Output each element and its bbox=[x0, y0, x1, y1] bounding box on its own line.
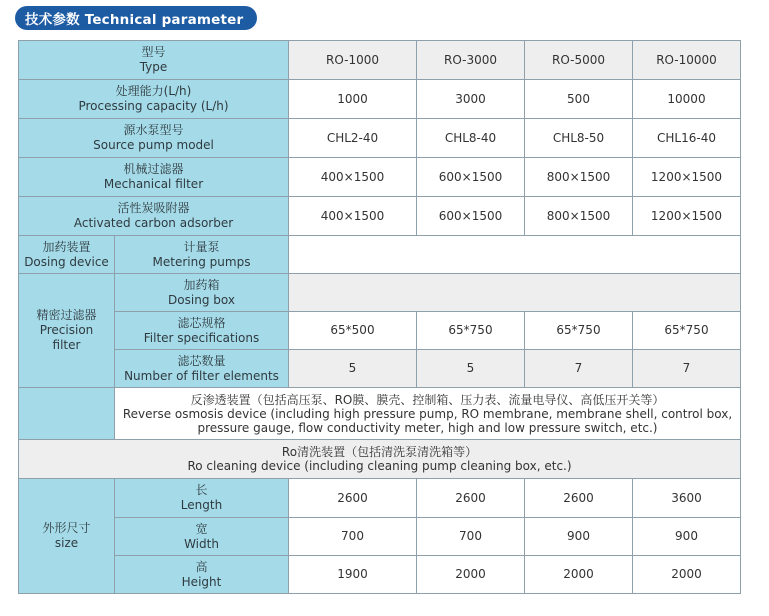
value-cell: 400×1500 bbox=[289, 158, 417, 197]
length-label: 长 Length bbox=[115, 479, 289, 518]
value-cell: 800×1500 bbox=[525, 158, 633, 197]
value-cell: 2600 bbox=[525, 479, 633, 518]
value-cell: 2000 bbox=[525, 556, 633, 594]
table-row bbox=[19, 388, 741, 440]
value-cell: 2600 bbox=[417, 479, 525, 518]
filter-spec-label: 滤芯规格 Filter specifications bbox=[115, 312, 289, 350]
mechanical-filter-label: 机械过滤器 Mechanical filter bbox=[19, 158, 289, 197]
size-label: 外形尺寸 size bbox=[19, 479, 115, 594]
value-cell: 2000 bbox=[633, 556, 741, 594]
ro-device-description: 反渗透装置（包括高压泵、RO膜、膜壳、控制箱、压力表、流量电导仪、高低压开关等） Reverse osmosis device (including high pressure pump, RO membrane, membrane shell, control box, pressure gauge, flow conductivity meter, high and low pressure switch, etc.) bbox=[115, 388, 741, 440]
value-cell: CHL8-40 bbox=[417, 119, 525, 158]
table-row bbox=[19, 440, 741, 479]
height-label: 高 Height bbox=[115, 556, 289, 594]
value-cell: CHL2-40 bbox=[289, 119, 417, 158]
precision-filter-label: 精密过滤器 Precision filter bbox=[19, 274, 115, 388]
value-cell: 65*750 bbox=[417, 312, 525, 350]
value-cell: 400×1500 bbox=[289, 197, 417, 236]
ro-device-spacer bbox=[19, 388, 115, 440]
table-row bbox=[19, 274, 741, 312]
value-cell: 600×1500 bbox=[417, 158, 525, 197]
table-row bbox=[19, 119, 741, 158]
value-cell: 900 bbox=[633, 518, 741, 556]
value-cell: 2000 bbox=[417, 556, 525, 594]
width-label: 宽 Width bbox=[115, 518, 289, 556]
value-cell: 3000 bbox=[417, 80, 525, 119]
value-cell: 5 bbox=[289, 350, 417, 388]
value-cell: 600×1500 bbox=[417, 197, 525, 236]
table-row bbox=[19, 197, 741, 236]
value-cell: 800×1500 bbox=[525, 197, 633, 236]
dosing-box-label: 加药箱 Dosing box bbox=[115, 274, 289, 312]
dosing-device-label: 加药装置 Dosing device bbox=[19, 236, 115, 274]
value-cell: 7 bbox=[633, 350, 741, 388]
value-cell: 5 bbox=[417, 350, 525, 388]
table-row bbox=[19, 556, 741, 594]
value-cell: 1200×1500 bbox=[633, 197, 741, 236]
value-cell: 10000 bbox=[633, 80, 741, 119]
value-cell: 65*500 bbox=[289, 312, 417, 350]
table-row bbox=[19, 80, 741, 119]
filter-count-label: 滤芯数量 Number of filter elements bbox=[115, 350, 289, 388]
section-title-badge: 技术参数 Technical parameter bbox=[15, 6, 257, 30]
table-row bbox=[19, 518, 741, 556]
cleaning-device-description: Ro清洗装置（包括清洗泵清洗箱等） Ro cleaning device (including cleaning pump cleaning box, etc.) bbox=[19, 440, 741, 479]
value-cell: CHL8-50 bbox=[525, 119, 633, 158]
carbon-adsorber-label: 活性炭吸附器 Activated carbon adsorber bbox=[19, 197, 289, 236]
value-cell: 1200×1500 bbox=[633, 158, 741, 197]
empty-cell bbox=[289, 274, 741, 312]
table-row bbox=[19, 236, 741, 274]
table-row bbox=[19, 479, 741, 518]
capacity-label: 处理能力(L/h) Processing capacity (L/h) bbox=[19, 80, 289, 119]
table-row bbox=[19, 350, 741, 388]
table-row bbox=[19, 312, 741, 350]
value-cell: 900 bbox=[525, 518, 633, 556]
value-cell: 1000 bbox=[289, 80, 417, 119]
technical-parameter-table bbox=[18, 40, 741, 594]
table-row bbox=[19, 158, 741, 197]
value-cell: 3600 bbox=[633, 479, 741, 518]
value-cell: 7 bbox=[525, 350, 633, 388]
model-cell: RO-1000 bbox=[289, 41, 417, 80]
type-label: 型号 Type bbox=[19, 41, 289, 80]
model-cell: RO-3000 bbox=[417, 41, 525, 80]
model-cell: RO-5000 bbox=[525, 41, 633, 80]
empty-cell bbox=[289, 236, 741, 274]
model-cell: RO-10000 bbox=[633, 41, 741, 80]
value-cell: 700 bbox=[417, 518, 525, 556]
pump-label: 源水泵型号 Source pump model bbox=[19, 119, 289, 158]
metering-pumps-label: 计量泵 Metering pumps bbox=[115, 236, 289, 274]
value-cell: 65*750 bbox=[633, 312, 741, 350]
value-cell: 2600 bbox=[289, 479, 417, 518]
value-cell: 65*750 bbox=[525, 312, 633, 350]
table-row bbox=[19, 41, 741, 80]
value-cell: 500 bbox=[525, 80, 633, 119]
value-cell: CHL16-40 bbox=[633, 119, 741, 158]
value-cell: 1900 bbox=[289, 556, 417, 594]
value-cell: 700 bbox=[289, 518, 417, 556]
